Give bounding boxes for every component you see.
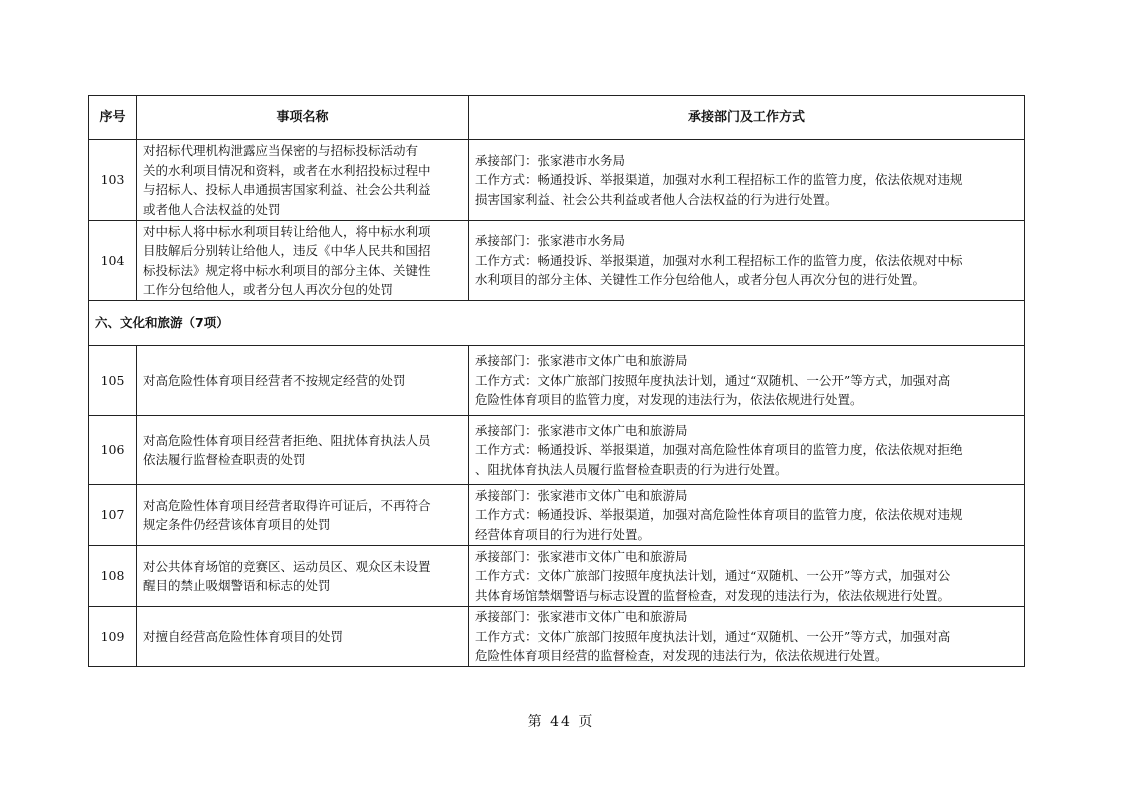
dept-line: 承接部门：张家港市水务局 xyxy=(475,233,626,249)
table-row xyxy=(89,607,1025,667)
row-dept-method xyxy=(469,485,1025,546)
item-name-line: 对高危险性体育项目经营者取得许可证后，不再符合 xyxy=(143,497,431,513)
table-row xyxy=(89,221,1025,301)
table-row xyxy=(89,546,1025,607)
row-num: 104 xyxy=(89,221,137,301)
row-dept-method xyxy=(469,607,1025,667)
row-num: 103 xyxy=(89,140,137,221)
row-num: 109 xyxy=(89,607,137,667)
header-dept: 承接部门及工作方式 xyxy=(469,96,1025,140)
dept-line: 承接部门：张家港市文体广电和旅游局 xyxy=(475,487,688,503)
item-name-line: 醒目的禁止吸烟警语和标志的处罚 xyxy=(143,578,331,593)
item-name-line: 或者他人合法权益的处罚 xyxy=(143,201,281,217)
item-name-line: 对擅自经营高危险性体育项目的处罚 xyxy=(143,628,344,644)
row-item-name xyxy=(137,607,469,667)
row-item-name xyxy=(137,416,469,485)
dept-line: 承接部门：张家港市文体广电和旅游局 xyxy=(475,353,688,369)
method-line: 经营体育项目的行为进行处置。 xyxy=(475,526,651,542)
method-line: 损害国家利益、社会公共利益或者他人合法权益的行为进行处置。 xyxy=(475,191,838,207)
method-line: 危险性体育项目经营的监督检查，对发现的违法行为，依法依规进行处置。 xyxy=(475,648,888,663)
dept-line: 承接部门：张家港市文体广电和旅游局 xyxy=(475,609,688,624)
row-num: 108 xyxy=(89,546,137,607)
table-row xyxy=(89,485,1025,546)
page-number: 第 44 页 xyxy=(527,714,595,730)
method-line: 工作方式：畅通投诉、举报渠道，加强对高危险性体育项目的监管力度，依法依规对违规 xyxy=(475,507,963,523)
method-line: 、阻扰体育执法人员履行监督检查职责的行为进行处置。 xyxy=(475,461,788,477)
table-row xyxy=(89,416,1025,485)
method-line: 工作方式：畅通投诉、举报渠道，加强对水利工程招标工作的监管力度，依法依规对中标 xyxy=(475,252,963,268)
row-num: 106 xyxy=(89,416,137,485)
method-line: 工作方式：文体广旅部门按照年度执法计划，通过“双随机、一公开”等方式，加强对高 xyxy=(475,628,951,644)
row-item-name xyxy=(137,221,469,301)
method-line: 水利项目的部分主体、关键性工作分包给他人，或者分包人再次分包的进行处置。 xyxy=(475,272,926,288)
method-line: 工作方式：文体广旅部门按照年度执法计划，通过“双随机、一公开”等方式，加强对公 xyxy=(475,568,951,584)
method-line: 危险性体育项目的监管力度，对发现的违法行为，依法依规进行处置。 xyxy=(475,392,863,408)
row-num: 105 xyxy=(89,346,137,416)
section-title: 六、文化和旅游（7项） xyxy=(89,301,1025,346)
row-dept-method xyxy=(469,221,1025,301)
dept-line: 承接部门：张家港市文体广电和旅游局 xyxy=(475,422,688,438)
method-line: 工作方式：畅通投诉、举报渠道，加强对高危险性体育项目的监管力度，依法依规对拒绝 xyxy=(475,442,963,458)
method-line: 共体育场馆禁烟警语与标志设置的监督检查，对发现的违法行为，依法依规进行处置。 xyxy=(475,587,951,603)
item-name-line: 目肢解后分别转让给他人，违反《中华人民共和国招 xyxy=(143,243,431,258)
item-name-line: 对中标人将中标水利项目转让给他人，将中标水利项 xyxy=(143,223,431,239)
table-row xyxy=(89,140,1025,221)
row-dept-method xyxy=(469,140,1025,221)
section-row xyxy=(89,301,1025,346)
item-name-line: 标投标法》规定将中标水利项目的部分主体、关键性 xyxy=(143,262,431,278)
method-line: 工作方式：畅通投诉、举报渠道，加强对水利工程招标工作的监管力度，依法依规对违规 xyxy=(475,172,963,188)
dept-line: 承接部门：张家港市水务局 xyxy=(475,152,626,168)
item-name-line: 关的水利项目情况和资料，或者在水利招投标过程中 xyxy=(143,162,431,178)
row-item-name xyxy=(137,346,469,416)
row-dept-method xyxy=(469,346,1025,416)
table-row xyxy=(89,346,1025,416)
matters-table xyxy=(88,95,1025,667)
row-item-name xyxy=(137,485,469,546)
item-name-line: 规定条件仍经营该体育项目的处罚 xyxy=(143,517,331,532)
header-name: 事项名称 xyxy=(137,96,469,140)
row-item-name xyxy=(137,140,469,221)
item-name-line: 对招标代理机构泄露应当保密的与招标投标活动有 xyxy=(143,143,419,158)
table-header-row xyxy=(89,96,1025,140)
item-name-line: 对公共体育场馆的竞赛区、运动员区、观众区未设置 xyxy=(143,558,431,574)
method-line: 工作方式：文体广旅部门按照年度执法计划，通过“双随机、一公开”等方式，加强对高 xyxy=(475,372,951,388)
dept-line: 承接部门：张家港市文体广电和旅游局 xyxy=(475,548,688,564)
row-dept-method xyxy=(469,546,1025,607)
item-name-line: 对高危险性体育项目经营者拒绝、阻扰体育执法人员 xyxy=(143,432,431,448)
item-name-line: 工作分包给他人，或者分包人再次分包的处罚 xyxy=(143,282,394,297)
item-name-line: 对高危险性体育项目经营者不按规定经营的处罚 xyxy=(143,372,406,388)
row-dept-method xyxy=(469,416,1025,485)
row-item-name xyxy=(137,546,469,607)
item-name-line: 依法履行监督检查职责的处罚 xyxy=(143,452,306,467)
header-num: 序号 xyxy=(89,96,137,140)
item-name-line: 与招标人、投标人串通损害国家利益、社会公共利益 xyxy=(143,182,431,197)
row-num: 107 xyxy=(89,485,137,546)
